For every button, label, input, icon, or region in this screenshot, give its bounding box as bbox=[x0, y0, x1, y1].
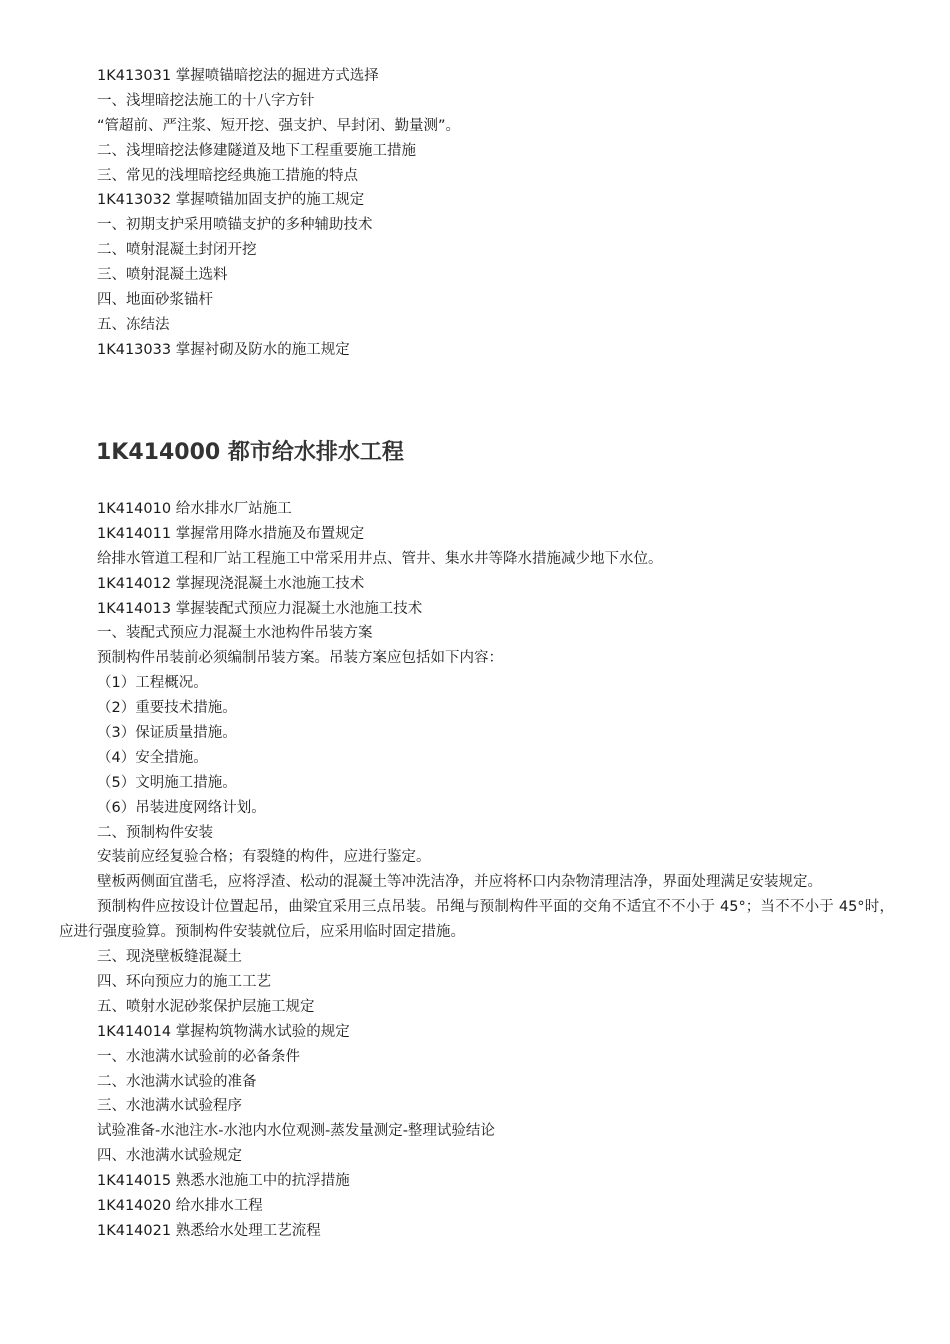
text-line: 一、水池满水试验前的必备条件 bbox=[97, 1048, 300, 1065]
text-line: 三、喷射混凝土选料 bbox=[97, 267, 228, 284]
text-line: 二、水池满水试验的准备 bbox=[97, 1073, 257, 1090]
text-line: 四、环向预应力的施工工艺 bbox=[97, 973, 271, 990]
text-line: 三、常见的浅埋暗挖经典施工措施的特点 bbox=[97, 167, 358, 184]
list-item: （3）保证质量措施。 bbox=[97, 725, 237, 742]
text-line: 1K414012 掌握现浇混凝土水池施工技术 bbox=[97, 575, 365, 592]
paragraph: 壁板两侧面宜凿毛，应将浮渣、松动的混凝土等冲洗洁净，并应将杯口内杂物清理洁净，界面处理满足安装规定。 bbox=[97, 874, 822, 891]
text-line: 预制构件吊装前必须编制吊装方案。吊装方案应包括如下内容： bbox=[97, 650, 503, 667]
text-line: 给排水管道工程和厂站工程施工中常采用井点、管井、集水井等降水措施减少地下水位。 bbox=[97, 550, 663, 567]
text-line: 三、水池满水试验程序 bbox=[97, 1098, 242, 1115]
section-1k413 bbox=[59, 64, 894, 363]
list-item: （2）重要技术措施。 bbox=[97, 700, 237, 717]
text-line: 1K414010 给水排水厂站施工 bbox=[97, 501, 292, 517]
list-item: （6）吊装进度网络计划。 bbox=[97, 799, 266, 816]
text-line: 1K413033 掌握衬砌及防水的施工规定 bbox=[97, 341, 350, 358]
paragraph: 预制构件应按设计位置起吊，曲梁宜采用三点吊装。吊绳与预制构件平面的交角不适宜不不小于 45°；当不不小于 45°时，应进行强度验算。预制构件安装就位后，应采用临时固定措施。 bbox=[59, 899, 894, 941]
text-line: 三、现浇壁板缝混凝土 bbox=[97, 949, 242, 966]
text-line: 四、水池满水试验规定 bbox=[97, 1148, 242, 1165]
text-line: 试验准备-水池注水-水池内水位观测-蒸发量测定-整理试验结论 bbox=[97, 1123, 495, 1140]
text-line: 1K413032 掌握喷锚加固支护的施工规定 bbox=[97, 192, 365, 209]
text-line: 1K414020 给水排水工程 bbox=[97, 1197, 263, 1214]
text-line: 二、浅埋暗挖法修建隧道及地下工程重要施工措施 bbox=[97, 142, 416, 159]
text-line: 1K414013 掌握装配式预应力混凝土水池施工技术 bbox=[97, 600, 423, 617]
text-line: 1K414011 掌握常用降水措施及布置规定 bbox=[97, 525, 365, 542]
text-line: 一、装配式预应力混凝土水池构件吊装方案 bbox=[97, 625, 373, 642]
text-line: 一、浅埋暗挖法施工的十八字方针 bbox=[97, 92, 315, 109]
text-line: 二、喷射混凝土封闭开挖 bbox=[97, 242, 257, 259]
text-line: “管超前、严注浆、短开挖、强支护、早封闭、勤量测”。 bbox=[97, 117, 461, 134]
list-item: （1）工程概况。 bbox=[97, 675, 208, 692]
text-line: 五、冻结法 bbox=[97, 316, 170, 333]
section-1k414 bbox=[59, 497, 894, 1244]
list-item: （5）文明施工措施。 bbox=[97, 774, 237, 791]
text-line: 五、喷射水泥砂浆保护层施工规定 bbox=[97, 998, 315, 1015]
text-line: 二、预制构件安装 bbox=[97, 824, 213, 841]
text-line: 1K414014 掌握构筑物满水试验的规定 bbox=[97, 1023, 350, 1040]
section-heading: 1K414000 都市给水排水工程 bbox=[96, 440, 404, 465]
text-line: 一、初期支护采用喷锚支护的多种辅助技术 bbox=[97, 217, 373, 234]
text-line: 1K414021 熟悉给水处理工艺流程 bbox=[97, 1222, 321, 1239]
text-line: 1K413031 掌握喷锚暗挖法的掘进方式选择 bbox=[97, 68, 379, 84]
list-item: （4）安全措施。 bbox=[97, 749, 208, 766]
text-line: 四、地面砂浆锚杆 bbox=[97, 292, 213, 309]
text-line: 安装前应经复验合格；有裂缝的构件，应进行鉴定。 bbox=[97, 849, 431, 866]
text-line: 1K414015 熟悉水池施工中的抗浮措施 bbox=[97, 1173, 350, 1190]
